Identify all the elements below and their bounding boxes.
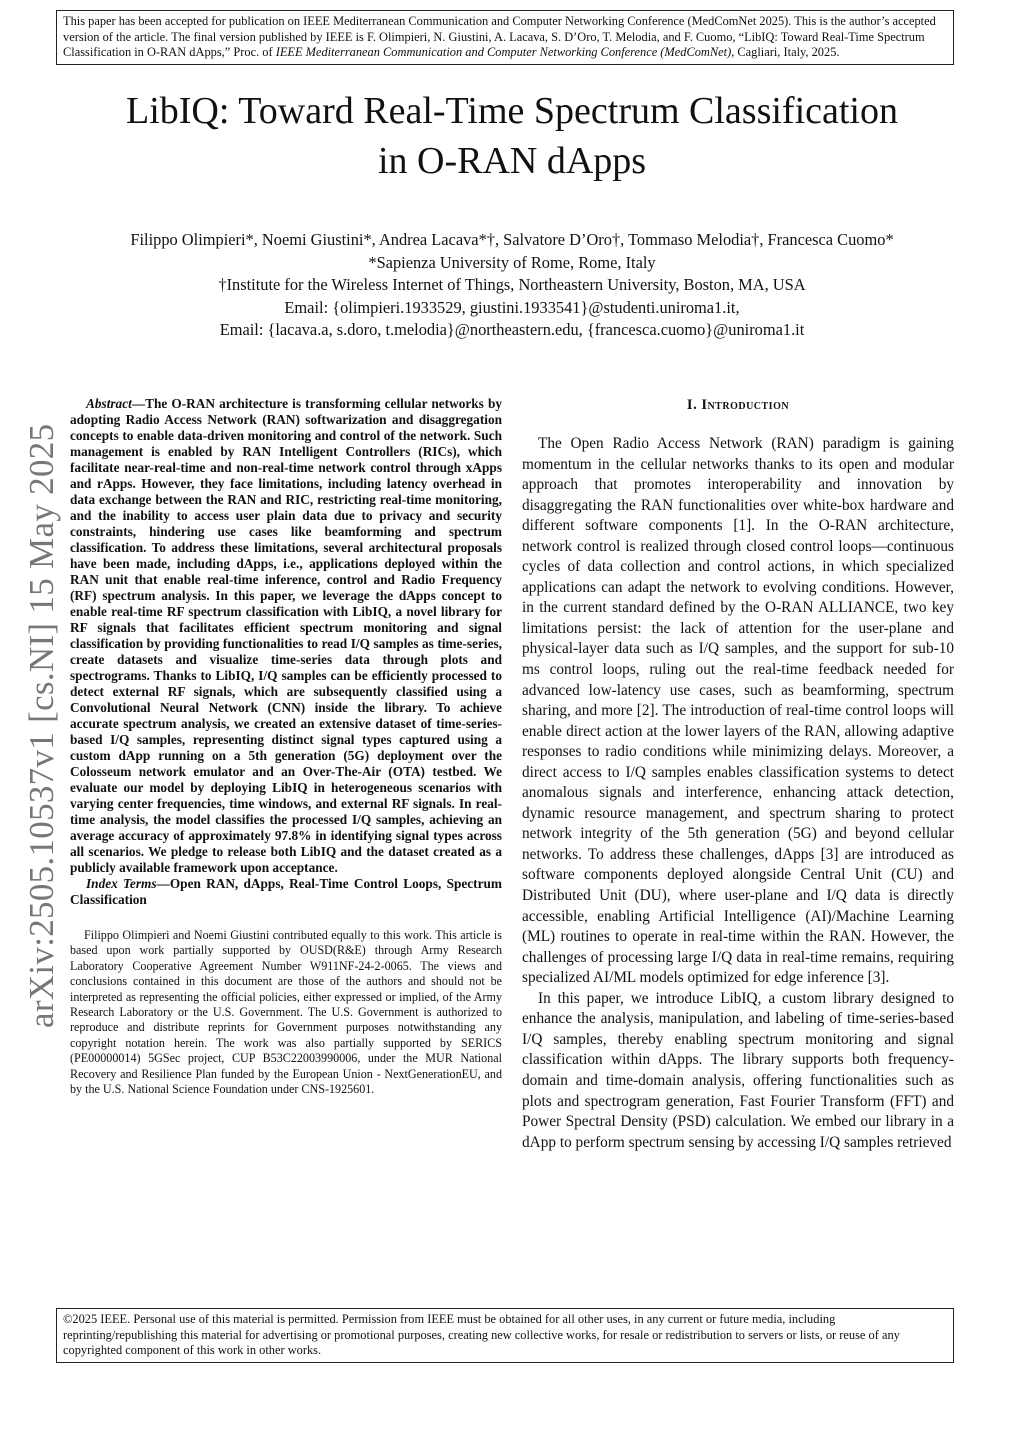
email-line-1: Email: {olimpieri.1933529, giustini.1933541}@studenti.uniroma1.it, bbox=[284, 297, 740, 317]
intro-paragraph-2: In this paper, we introduce LibIQ, a custom library designed to enhance the analysis, manipulation, and labeling of time-series-based I/Q samples, thereby enabling spectrum monitoring and signal classification within dApps. The library supports both frequency-domain and time-domain analysis, offering functionalities such as plots and spectrogram generation, Fast Fourier Transform (FFT) and Power Spectral Density (PSD) calculation. We embed our library in a dApp to perform spectrum sensing by accessing I/Q samples retrieved bbox=[522, 989, 954, 1151]
left-column bbox=[70, 396, 502, 1110]
paper-title-line1: LibIQ: Toward Real-Time Spectrum Classification bbox=[125, 90, 898, 132]
abstract-label: Abstract bbox=[86, 396, 132, 411]
affiliation-sapienza: *Sapienza University of Rome, Rome, Italy bbox=[368, 252, 656, 272]
index-terms bbox=[70, 876, 502, 908]
intro-paragraph-1: The Open Radio Access Network (RAN) paradigm is gaining momentum in the cellular networks thanks to its open and modular approach that promotes interoperability and innovation by disaggregating the RAN functionalities over white-box hardware and different software components [1]. In the O-RAN architecture, network control is realized through closed control loops—continuous cycles of data collection and control actions, in which specialized applications can adapt the network to evolving conditions. However, in the current standard defined by the O-RAN ALLIANCE, two key limitations persist: the lack of attention for the user-plane and physical-layer data such as I/Q samples, and the support for sub-10 ms control loops, ruling out the real-time feedback needed for advanced low-latency use cases, such as beamforming, spectrum sharing, and more [2]. The introduction of real-time control loops will enable direct action at the lower layers of the RAN, allowing adaptive responses to radio conditions while minimizing delays. Moreover, a direct access to I/Q samples enables classification systems to detect anomalous signals and interference, enhancing attack detection, dynamic resource management, and spectrum sharing to protect network integrity of the 5th generation (5G) and beyond cellular networks. To address these challenges, dApps [3] are introduced as software components deployed alongside Central Unit (CU) and Distributed Unit (DU), where user-plane and I/Q data is directly accessible, enabling Artificial Intelligence (AI)/Machine Learning (ML) routines to operate in real-time within the RAN. However, the challenges of processing large I/Q data in real-time remains, requiring specialized AI/ML models optimized for edge inference [3]. bbox=[522, 435, 954, 987]
copyright-notice: ©2025 IEEE. Personal use of this material is permitted. Permission from IEEE must be obtained for all other uses, in any current or future media, including reprinting/republishing this material for advertising or promotional purposes, creating new collective works, for resale or redistribution to servers or lists, or reuse of any copyrighted component of this work in other works. bbox=[56, 1308, 954, 1363]
index-terms-text: —Open RAN, dApps, Real-Time Control Loops, Spectrum Classification bbox=[70, 876, 502, 907]
right-column bbox=[522, 396, 954, 1153]
author-block bbox=[40, 229, 984, 342]
notice-venue: IEEE Mediterranean Communication and Computer Networking Conference (MedComNet) bbox=[275, 45, 732, 60]
notice-text: This paper has been accepted for publication on IEEE Mediterranean Communication and Computer Networking Conference (MedComNet 2025). This is the author’s accepted version of the article. The final version published by IEEE is F. Olimpieri, N. Giustini, A. Lacava, S. D’Oro, T. Melodia, and F. Cuomo, “LibIQ: Toward Real-Time Spectrum Classification in O-RAN dApps,” Proc. of bbox=[63, 14, 936, 60]
paper-title-line2: in O-RAN dApps bbox=[377, 140, 647, 182]
paper-title bbox=[40, 86, 984, 186]
abstract bbox=[70, 396, 502, 876]
email-line-2: Email: {lacava.a, s.doro, t.melodia}@northeastern.edu, {francesca.cuomo}@uniroma1.it bbox=[219, 320, 805, 339]
author-names: Filippo Olimpieri*, Noemi Giustini*, Andrea Lacava*†, Salvatore D’Oro†, Tommaso Melodia†, Francesca Cuomo* bbox=[130, 230, 894, 249]
funding-footnote: Filippo Olimpieri and Noemi Giustini contributed equally to this work. This article is based upon work partially supported by OUSD(R&E) through Army Research Laboratory Cooperative Agreement Number W911NF-24-2-0065. The views and conclusions contained in this document are those of the authors and should not be interpreted as representing the official policies, either expressed or implied, of the Army Research Laboratory or the U.S. Government. The U.S. Government is authorized to reproduce and distribute reprints for Government purposes notwithstanding any copyright notation herein. The work was also partially supported by SERICS (PE00000014) 5GSec project, CUP B53C22003990006, under the MUR National Recovery and Resilience Plan funded by the European Union - NextGenerationEU, and by the U.S. National Science Foundation under CNS-1925601. bbox=[70, 928, 502, 1097]
abstract-text: —The O-RAN architecture is transforming cellular networks by adopting Radio Access Network (RAN) softwarization and disaggregation concepts to enable data-driven monitoring and control of the network. Such management is enabled by RAN Intelligent Controllers (RICs), which facilitate near-real-time and non-real-time network control through xApps and rApps. However, they face limitations, including latency overhead in data exchange between the RAN and RIC, restricting real-time monitoring, and the inability to access user plain data due to privacy and security constraints, hindering use cases like beamforming and spectrum classification. To address these limitations, several architectural proposals have been made, including dApps, i.e., applications deployed within the RAN unit that enable real-time inference, control and Radio Frequency (RF) spectrum analysis. In this paper, we leverage the dApps concept to enable real-time RF spectrum classification with LibIQ, a novel library for RF signals that facilitates efficient spectrum monitoring and signal classification by providing functionalities to read I/Q samples as time-series, create datasets and visualize time-series data through plots and spectrograms. Thanks to LibIQ, I/Q samples can be efficiently processed to detect external RF signals, which are subsequently classified using a Convolutional Neural Network (CNN) inside the library. To achieve accurate spectrum analysis, we created an extensive dataset of time-series-based I/Q samples, representing distinct signal types captured using a custom dApp running on a 5th generation (5G) deployment over the Colosseum network emulator and an Over-The-Air (OTA) testbed. We evaluate our model by deploying LibIQ in heterogeneous scenarios with varying center frequencies, time windows, and external RF signals. In real-time analysis, the model classifies the processed I/Q samples, achieving an average accuracy of approximately 97.8% in identifying signal types across all scenarios. We pledge to release both LibIQ and the dataset created as a publicly available framework upon acceptance. bbox=[70, 396, 502, 875]
section-heading-introduction: I. Introduction bbox=[686, 397, 790, 413]
affiliation-northeastern: †Institute for the Wireless Internet of Things, Northeastern University, Boston, MA, USA bbox=[218, 275, 806, 294]
publication-notice bbox=[56, 10, 954, 65]
arxiv-identifier: arXiv:2505.10537v1 [cs.NI] 15 May 2025 bbox=[22, 423, 61, 1028]
index-terms-label: Index Terms bbox=[86, 876, 157, 891]
notice-text-end: , Cagliari, Italy, 2025. bbox=[731, 45, 840, 60]
